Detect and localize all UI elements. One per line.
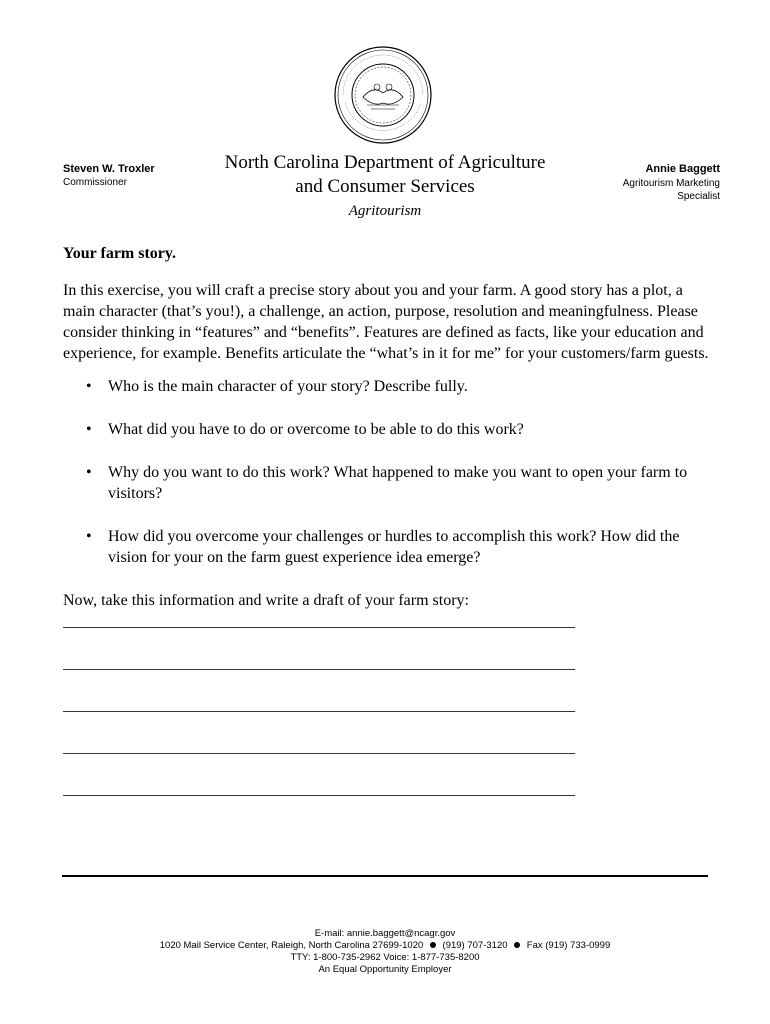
list-item: • What did you have to do or overcome to be able to do this work? xyxy=(108,419,713,440)
specialist-title-line2: Specialist xyxy=(677,191,720,202)
document-body xyxy=(63,243,713,800)
footer-eeo: An Equal Opportunity Employer xyxy=(318,964,452,975)
org-name-line2: and Consumer Services xyxy=(295,176,475,197)
list-item: • Who is the main character of your story? Describe fully. xyxy=(108,376,713,397)
answer-line[interactable]: ________________________________________________________________ xyxy=(63,739,575,756)
bullet-dot-icon xyxy=(514,942,520,948)
footer xyxy=(0,928,770,976)
commissioner-name: Steven W. Troxler xyxy=(63,163,155,175)
list-item: • How did you overcome your challenges or hurdles to accomplish this work? How did the vision for your on the farm guest experience idea emerge? xyxy=(108,526,713,568)
footer-divider xyxy=(62,875,708,877)
specialist-block xyxy=(570,163,720,203)
commissioner-title: Commissioner xyxy=(63,177,127,188)
letterhead-title xyxy=(195,151,575,220)
answer-line[interactable]: ________________________________________________________________ xyxy=(63,697,575,714)
draft-prompt: Now, take this information and write a draft of your farm story: xyxy=(63,592,469,609)
footer-email: E-mail: annie.baggett@ncagr.gov xyxy=(314,928,456,939)
answer-line[interactable]: ________________________________________________________________ xyxy=(63,655,575,672)
specialist-title-line1: Agritourism Marketing xyxy=(622,178,720,189)
list-item: • Why do you want to do this work? What happened to make you want to open your farm to visitors? xyxy=(108,462,713,504)
division-name: Agritourism xyxy=(348,203,422,219)
footer-contact-line xyxy=(0,940,770,952)
footer-address: 1020 Mail Service Center, Raleigh, North Carolina 27699-1020 xyxy=(159,940,424,951)
commissioner-block xyxy=(63,163,155,188)
intro-paragraph: In this exercise, you will craft a precise story about you and your farm. A good story has a plot, a main character (that’s you!), a challenge, an action, purpose, resolution and meaningfulness. Please consider thinking in “features” and “benefits”. Features are defined as facts, like your education and experience, for example. Benefits articulate the “what’s in it for me” for your customers/farm guests. xyxy=(63,282,709,362)
page-title: Your farm story. xyxy=(63,245,177,262)
footer-fax: Fax (919) 733-0999 xyxy=(526,940,611,951)
footer-tty: TTY: 1-800-735-2962 Voice: 1-877-735-8200 xyxy=(290,952,480,963)
bullet-dot-icon xyxy=(430,942,436,948)
answer-line[interactable]: ________________________________________________________________ xyxy=(63,781,575,798)
answer-line[interactable]: ________________________________________________________________ xyxy=(63,613,575,630)
org-name-line1: North Carolina Department of Agriculture xyxy=(224,152,546,173)
question-list xyxy=(63,376,713,568)
department-seal-icon xyxy=(333,45,433,145)
specialist-name: Annie Baggett xyxy=(645,163,720,175)
footer-phone: (919) 707-3120 xyxy=(442,940,508,951)
